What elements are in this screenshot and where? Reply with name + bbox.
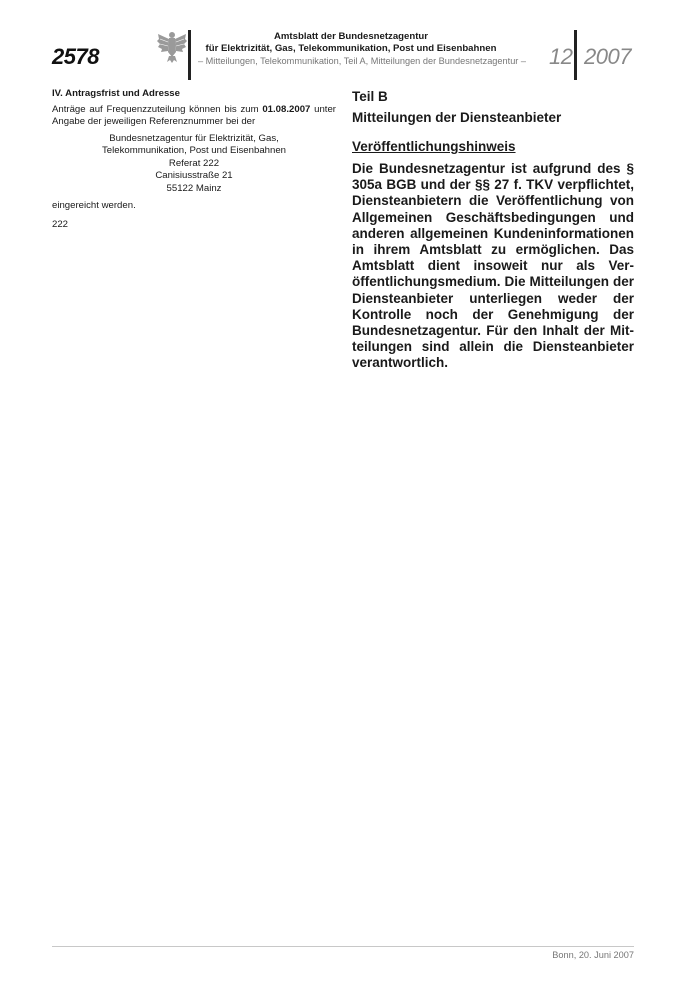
- journal-title-line2: für Elektrizität, Gas, Telekommunikation, Post und Eisenbahnen: [205, 43, 497, 54]
- address-line: Canisiusstraße 21: [155, 170, 233, 181]
- journal-title: [196, 31, 506, 55]
- right-column: [352, 88, 634, 372]
- application-text-end: unter Angabe der jeweiligen Referenznummer bei der: [52, 103, 336, 127]
- left-column: [52, 88, 336, 231]
- section-heading: IV. Antragsfrist und Adresse: [52, 88, 180, 99]
- application-text-start: Anträge auf Frequenzzuteilung können bis zum: [52, 103, 263, 115]
- notice-body: Die Bundesnetzagentur ist aufgrund des § 305a BGB und der §§ 27 f. TKV verpflichtet, Diensteanbietern die Veröffentlichung von Allgemeinen Geschäftsbedingungen und anderen allgemeinen Kundeninformationen in ihrem Amtsblatt zu ermöglichen. Das Amtsblatt dient insoweit nur als Veröffentlichungsmedium. Die Mitteilungen der Diensteanbieter unterliegen weder der Kontrolle noch der Genehmigung der Bundesnetzagentur. Für den Inhalt der Mitteilungen sind allein die Diensteanbieter verantwortlich.: [352, 161, 634, 371]
- header-divider: [188, 30, 191, 80]
- deadline-date: 01.08.2007: [262, 103, 311, 115]
- part-label: Teil B: [352, 89, 388, 104]
- part-title: Mitteilungen der Diensteanbieter: [352, 110, 562, 125]
- address-line: 55122 Mainz: [166, 182, 222, 194]
- notice-heading: Veröffentlichungshinweis: [352, 139, 516, 154]
- issue-year: 2007: [584, 44, 631, 69]
- authority-address: [52, 133, 336, 196]
- address-line: Bundesnetzagentur für Elektrizität, Gas,: [109, 132, 279, 144]
- journal-subtitle: – Mitteilungen, Telekommunikation, Teil A, Mitteilungen der Bundesnetzagentur –: [197, 56, 527, 66]
- journal-title-line1: Amtsblatt der Bundesnetzagentur: [273, 31, 429, 42]
- footer-divider: [52, 946, 634, 947]
- closing-text: eingereicht werden.: [52, 200, 136, 211]
- footer-place-date: Bonn, 20. Juni 2007: [552, 950, 634, 960]
- issue-divider: [574, 30, 577, 80]
- federal-eagle-icon: [156, 30, 188, 64]
- page-number: 2578: [52, 44, 99, 69]
- reference-number: 222: [52, 218, 69, 230]
- address-line: Telekommunikation, Post und Eisenbahnen: [102, 145, 286, 156]
- address-line: Referat 222: [168, 157, 220, 169]
- application-text: [52, 104, 336, 129]
- issue-number: 12: [549, 44, 573, 69]
